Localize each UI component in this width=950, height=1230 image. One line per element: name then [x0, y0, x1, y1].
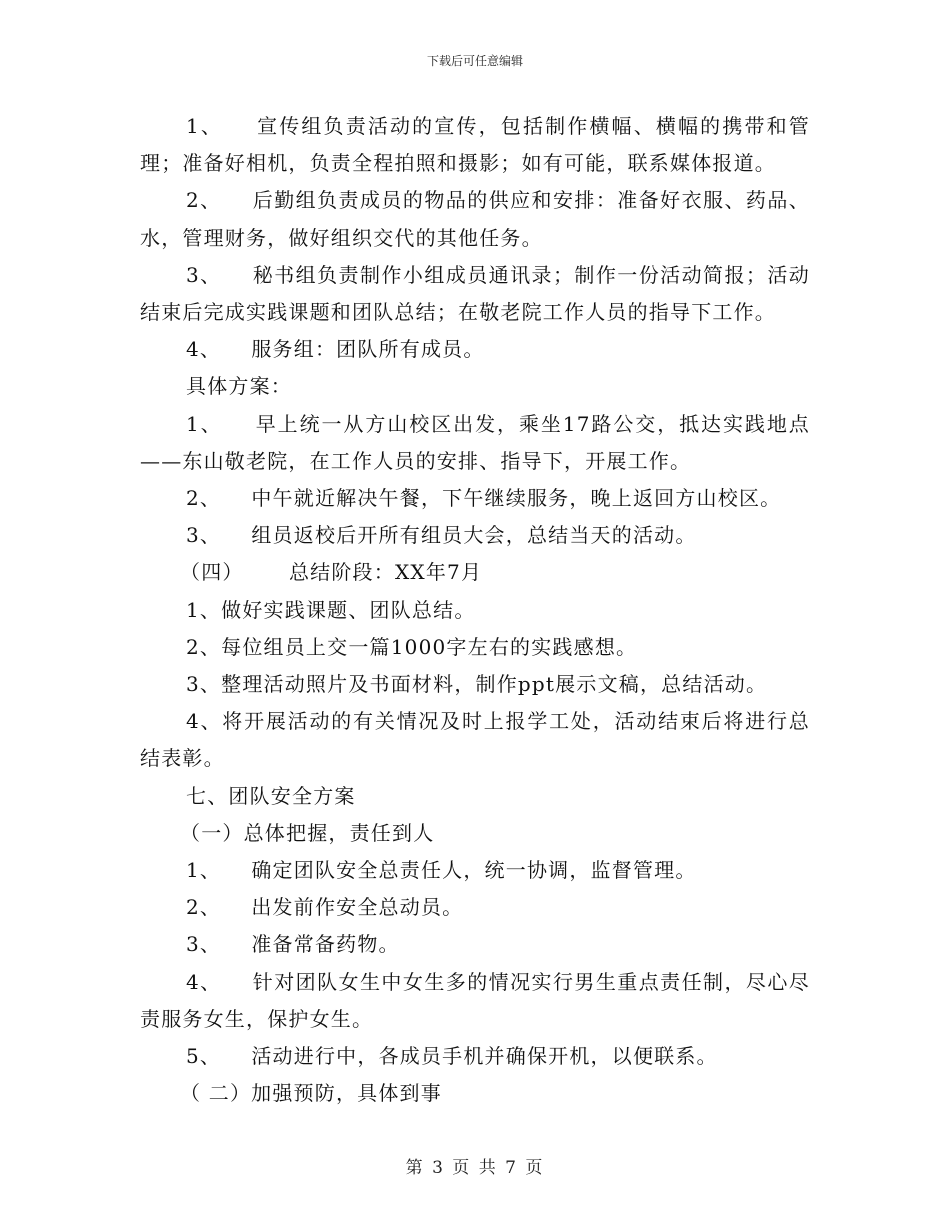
heading-team-safety-plan: 七、团队安全方案 — [186, 783, 356, 808]
heading-overall-control: （一）总体把握，责任到人 — [180, 820, 435, 845]
paragraph-summary-4: 4、将开展活动的有关情况及时上报学工处，活动结束后将进行总结表彰。 — [140, 709, 810, 771]
paragraph-plan-step-3: 3、 组员返校后开所有组员大会，总结当天的活动。 — [186, 523, 697, 548]
paragraph-publicity-group: 1、 宣传组负责活动的宣传，包括制作横幅、横幅的携带和管理；准备好相机，负责全程拍照和摄影；如有可能，联系媒体报道。 — [140, 114, 810, 176]
paragraph-plan-step-1: 1、 早上统一从方山校区出发，乘坐17路公交，抵达实践地点——东山敬老院，在工作人员的安排、指导下，开展工作。 — [140, 411, 810, 473]
paragraph-safety-2: 2、 出发前作安全总动员。 — [186, 895, 464, 920]
heading-strengthen-prevention: （ 二）加强预防，具体到事 — [180, 1081, 442, 1106]
paragraph-summary-1: 1、做好实践课题、团队总结。 — [186, 597, 476, 622]
document-body — [140, 108, 810, 1112]
paragraph-safety-5: 5、 活动进行中，各成员手机并确保开机，以便联系。 — [186, 1044, 718, 1069]
heading-summary-stage: （四） 总结阶段：XX年7月 — [180, 560, 483, 585]
paragraph-summary-3: 3、整理活动照片及书面材料，制作ppt展示文稿，总结活动。 — [186, 672, 768, 697]
paragraph-summary-2: 2、每位组员上交一篇1000字左右的实践感想。 — [186, 634, 638, 659]
paragraph-safety-3: 3、 准备常备药物。 — [186, 932, 400, 957]
paragraph-logistics-group: 2、 后勤组负责成员的物品的供应和安排：准备好衣服、药品、水，管理财务，做好组织交代的其他任务。 — [140, 188, 810, 250]
paragraph-secretary-group: 3、 秘书组负责制作小组成员通讯录；制作一份活动简报；活动结束后完成实践课题和团队总结；在敬老院工作人员的指导下工作。 — [140, 262, 810, 325]
paragraph-service-group: 4、 服务组：团队所有成员。 — [186, 337, 485, 362]
page-number-footer: 第 3 页 共 7 页 — [405, 1158, 545, 1178]
paragraph-safety-4: 4、 针对团队女生中女生多的情况实行男生重点责任制，尽心尽责服务女生，保护女生。 — [140, 969, 810, 1031]
paragraph-safety-1: 1、 确定团队安全总责任人，统一协调，监督管理。 — [186, 858, 697, 883]
heading-specific-plan: 具体方案： — [186, 374, 292, 399]
paragraph-plan-step-2: 2、 中午就近解决午餐，下午继续服务，晚上返回方山校区。 — [186, 486, 782, 511]
page-header-note: 下载后可任意编辑 — [426, 54, 523, 68]
